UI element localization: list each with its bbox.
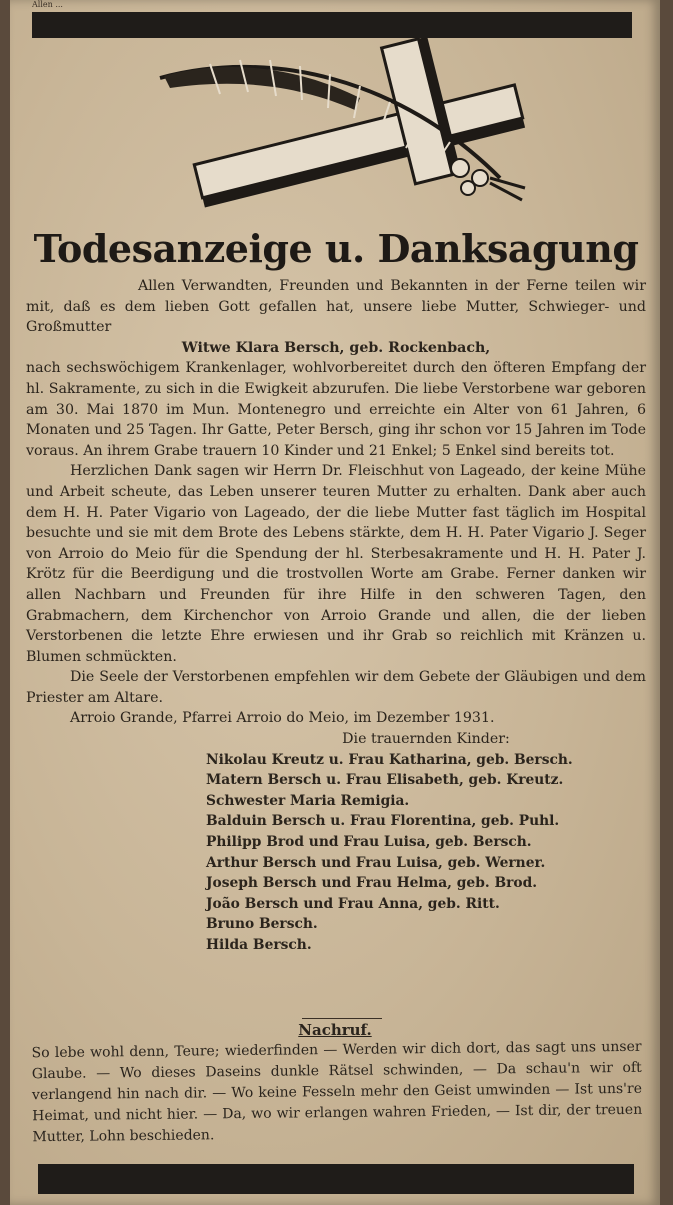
deceased-name: Witwe Klara Bersch, geb. Rockenbach, [181, 339, 491, 356]
list-item: Schwester Maria Remigia. [206, 792, 410, 809]
list-item: Bruno Bersch. [206, 916, 318, 933]
notice-body [26, 276, 646, 956]
list-item: Hilda Bersch. [206, 937, 312, 953]
nachruf-title: Nachruf. [298, 1021, 372, 1039]
list-item: Matern Bersch u. Frau Elisabeth, geb. Kreutz. [206, 772, 564, 789]
list-item: Joseph Bersch und Frau Helma, geb. Brod. [206, 875, 538, 892]
nachruf-text: So lebe wohl denn, Teure; wiederfinden — Werden wir dich dort, das sagt uns unser Glaube. — Wo dieses Daseins dunkle Rätsel schwinden, — Da schau'n wir oft verlangend hin nach dir. — Wo keine Fesseln mehr den Geist umwinden — Ist uns're Heimat, und nicht hier. — Da, wo wir erlangen wahren Frieden, — Ist dir, der treuen Mutter, Lohn beschieden. [31, 1038, 643, 1146]
list-item: Balduin Bersch u. Frau Florentina, geb. Puhl. [206, 813, 560, 830]
intro-paragraph: Allen Verwandten, Freunden und Bekannten in der Ferne teilen wir mit, daß es dem lieben Gott gefallen hat, unsere liebe Mutter, Schwieger- und Großmutter [26, 278, 646, 336]
top-black-rule [32, 12, 632, 38]
clipped-header-text: Allen ... [32, 0, 63, 8]
section-divider [302, 1018, 382, 1019]
thanks-paragraph: Herzlichen Dank sagen wir Herrn Dr. Fleischhut von Lageado, der keine Mühe und Arbeit scheute, das Leben unserer teuren Mutter zu erhalten. Dank aber auch dem H. H. Pater Vigario von Lageado, der die liebe Mutter fast täglich im Hospital besuchte und sie mit dem Brote des Lebens stärkte, dem H. H. Pater Vigario J. Seger von Arroio do Meio für die Spendung der hl. Sterbesakramente und H. H. Pater J. Krötz für die Beerdigung und die trostvollen Worte am Grabe. Ferner danken wir allen Nachbarn und Freunden für ihre Hilfe in den schweren Tagen, den Grabmachern, dem Kirchenchor von Arroio Grande und allen, die der lieben Verstorbenen die letzte Ehre erwiesen und ihr Grab so reichlich mit Kränzen u. Blumen schmückten. [26, 463, 646, 665]
bottom-black-rule [38, 1164, 634, 1194]
list-item: Nikolau Kreutz u. Frau Katharina, geb. Bersch. [206, 751, 573, 768]
nachruf-poem [31, 1037, 642, 1148]
newspaper-clipping [10, 0, 660, 1205]
list-item: Arthur Bersch und Frau Luisa, geb. Werner. [206, 854, 546, 871]
place-date: Arroio Grande, Pfarrei Arroio do Meio, im Dezember 1931. [70, 710, 495, 727]
list-item: João Bersch und Frau Anna, geb. Ritt. [206, 895, 500, 912]
list-item: Philipp Brod und Frau Luisa, geb. Bersch. [206, 834, 532, 851]
notice-title: Todesanzeige u. Danksagung [33, 226, 639, 271]
details-paragraph: nach sechswöchigem Krankenlager, wohlvorbereitet durch den öfteren Empfang der hl. Sakramente, zu sich in die Ewigkeit abzurufen. Die liebe Verstorbene war geboren am 30. Mai 1870 im Mun. Montenegro und erreichte ein Alter von 61 Jahren, 6 Monaten und 25 Tagen. Ihr Gatte, Peter Bersch, ging ihr schon vor 15 Jahren im Tode voraus. An ihrem Grabe trauern 10 Kinder und 21 Enkel; 5 Enkel sind bereits tot. [26, 360, 646, 459]
children-list [206, 750, 646, 956]
children-heading: Die trauernden Kinder: [342, 731, 510, 748]
soul-paragraph: Die Seele der Verstorbenen empfehlen wir dem Gebete der Gläubigen und dem Priester am Altare. [26, 669, 646, 706]
cross-palm-icon [150, 38, 540, 208]
